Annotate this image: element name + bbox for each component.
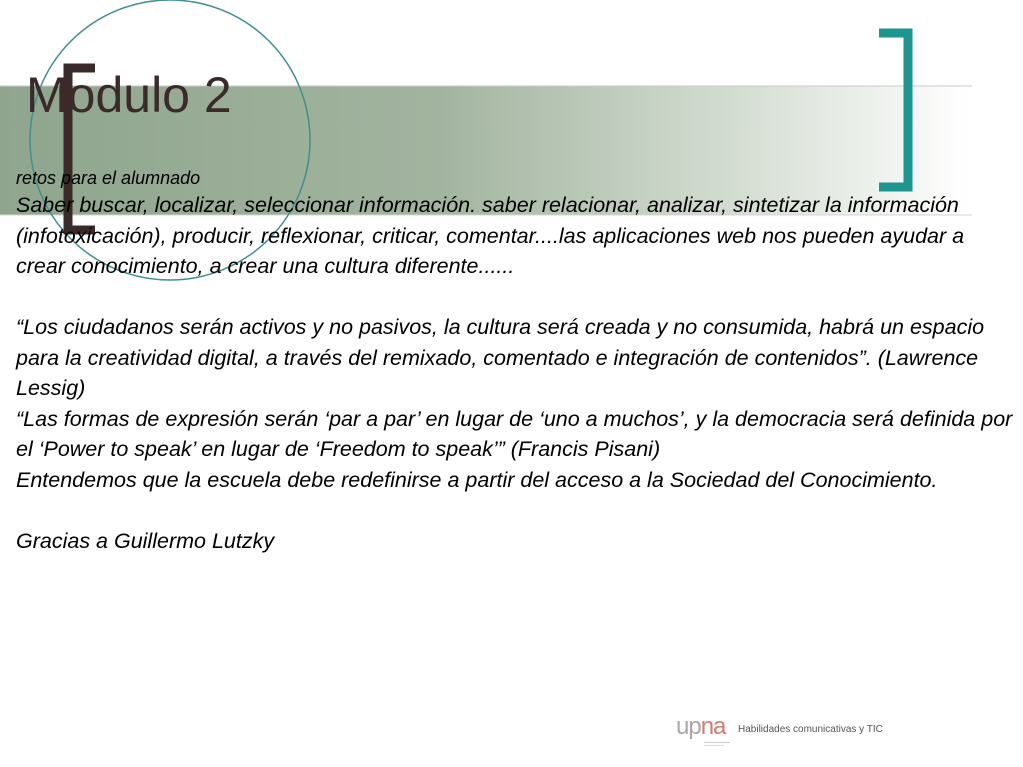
slide-title: Modulo 2	[26, 67, 232, 123]
acknowledgement: Gracias a Guillermo Lutzky	[16, 528, 275, 553]
footer-caption: Habilidades comunicativas y TIC	[738, 724, 883, 735]
upna-logo	[676, 712, 725, 742]
slide-subtitle: retos para el alumnado	[16, 168, 201, 188]
logo-part-na: na	[700, 713, 726, 740]
spacer	[16, 282, 1016, 313]
spacer	[16, 495, 1016, 526]
quote-lessig: “Los ciudadanos serán activos y no pasivos, la cultura será creada y no consumida, habrá un espacio para la creatividad digital, a través del remixado, comentado e integración de contenidos”. (Lawrence Lessig)	[16, 315, 985, 400]
paragraph-skills: Saber buscar, localizar, seleccionar información. saber relacionar, analizar, sintetizar la información (infotoxicación), producir, reflexionar, criticar, comentar....las aplicaciones web nos pueden ayudar a crear conocimiento, a crear una cultura diferente......	[16, 193, 965, 278]
footer	[676, 712, 906, 748]
logo-underline	[704, 742, 730, 743]
logo-underline-2	[704, 745, 724, 746]
logo-part-up: up	[676, 713, 701, 740]
slide-body	[16, 166, 1016, 556]
quote-pisani: “Las formas de expresión serán ‘par a par’ en lugar de ‘uno a muchos’, y la democracia será definida por el ‘Power to speak’ en lugar de ‘Freedom to speak’” (Francis Pisani)	[16, 406, 1013, 461]
paragraph-school: Entendemos que la escuela debe redefinirse a partir del acceso a la Sociedad del Conocimiento.	[16, 467, 938, 492]
